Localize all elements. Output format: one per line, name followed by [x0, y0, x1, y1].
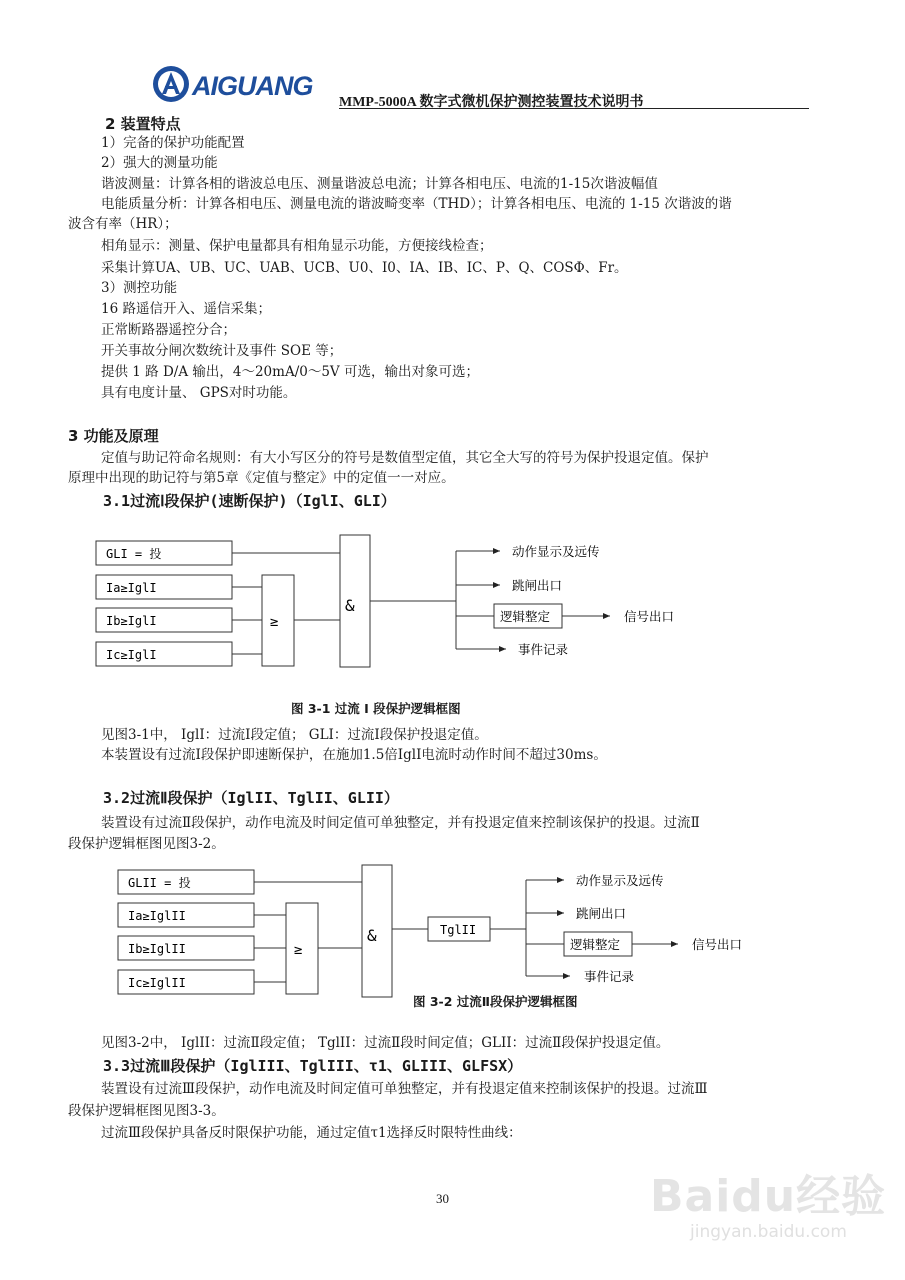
- logic-diagram-3-2: [110, 862, 770, 1002]
- section-3-title: 3 功能及原理: [68, 427, 159, 445]
- logic-setting-label: 逻辑整定: [500, 609, 551, 624]
- output-signal: 信号出口: [624, 609, 675, 624]
- logic-setting-ii-label: 逻辑整定: [570, 937, 621, 952]
- company-logo: [150, 62, 335, 106]
- sec2-line-2: 2）强大的测量功能: [101, 155, 218, 171]
- sec3-intro-1: 定值与助记符命名规则：有大小写区分的符号是数值型定值，其它全大写的符号为保护投退定值。保护: [101, 450, 709, 466]
- sec2-line-8: 3）测控功能: [101, 280, 178, 296]
- sec2-line-5: 波含有率（HR）；: [68, 216, 178, 232]
- s33-para-3: 过流Ⅲ段保护具备反时限保护功能，通过定值τ1选择反时限特性曲线：: [101, 1125, 522, 1141]
- output-trip-ii: 跳闸出口: [576, 906, 627, 921]
- output-action-display: 动作显示及远传: [512, 544, 600, 559]
- sec3-intro-2: 原理中出现的助记符与第5章《定值与整定》中的定值一一对应。: [68, 470, 455, 486]
- figure-3-1-caption: 图 3-1 过流 I 段保护逻辑框图: [291, 701, 461, 716]
- section-2-title: 2 装置特点: [105, 115, 181, 133]
- output-action-display-ii: 动作显示及远传: [576, 873, 664, 888]
- output-event-record: 事件记录: [518, 642, 569, 657]
- watermark-brand: Baidu经验: [650, 1171, 887, 1222]
- input-text-glii: GLII = 投: [128, 876, 191, 890]
- s32-para-1: 装置设有过流Ⅱ段保护，动作电流及时间定值可单独整定，并有投退定值来控制该保护的投退。过流Ⅱ: [101, 815, 700, 831]
- sec2-line-10: 正常断路器遥控分合；: [101, 322, 236, 338]
- section-3-2-title: 3.2过流Ⅱ段保护（IglII、TglII、GLII）: [103, 789, 399, 807]
- sec2-line-12: 提供 1 路 D/A 输出，4～20mA/0～5V 可选，输出对象可选；: [101, 364, 479, 380]
- input-text-ib-ii: Ib≥IglII: [128, 942, 186, 956]
- sec2-line-1: 1）完备的保护功能配置: [101, 135, 245, 151]
- input-text-ia: Ia≥IglI: [106, 581, 157, 595]
- output-trip: 跳闸出口: [512, 578, 563, 593]
- or-gate-ii-label: ≥: [294, 942, 303, 958]
- section-3-1-title: 3.1过流Ⅰ段保护(速断保护)（IglI、GLI）: [103, 492, 396, 510]
- figure-3-2-caption: 图 3-2 过流Ⅱ段保护逻辑框图: [413, 994, 578, 1009]
- s33-para-1: 装置设有过流Ⅲ段保护，动作电流及时间定值可单独整定，并有投退定值来控制该保护的投退。过流Ⅲ: [101, 1081, 708, 1097]
- s32-para-3: 见图3-2中， IglII：过流Ⅱ段定值； TglII：过流Ⅱ段时间定值；GLII：过流Ⅱ段保护投退定值。: [101, 1035, 670, 1051]
- input-text-gli: GLI = 投: [106, 547, 162, 561]
- input-text-ic: Ic≥IglI: [106, 648, 157, 662]
- sec2-line-11: 开关事故分闸次数统计及事件 SOE 等；: [101, 343, 343, 359]
- document-title: MMP-5000A 数字式微机保护测控装置技术说明书: [339, 95, 644, 110]
- and-gate-ii-label: &: [367, 926, 377, 945]
- input-text-ib: Ib≥IglI: [106, 614, 157, 628]
- s31-para-1: 见图3-1中， IglI：过流Ⅰ段定值； GLI：过流Ⅰ段保护投退定值。: [101, 727, 488, 743]
- and-gate-label: &: [345, 596, 355, 615]
- input-text-ia-ii: Ia≥IglII: [128, 909, 186, 923]
- sec2-line-7: 采集计算UA、UB、UC、UAB、UCB、U0、I0、IA、IB、IC、P、Q、COSΦ、Fr。: [101, 260, 628, 276]
- timer-label: TglII: [440, 923, 477, 937]
- s31-para-2: 本装置设有过流Ⅰ段保护即速断保护，在施加1.5倍IglⅠ电流时动作时间不超过30ms。: [101, 747, 607, 763]
- sec2-line-9: 16 路遥信开入、遥信采集；: [101, 301, 271, 317]
- section-3-3-title: 3.3过流Ⅲ段保护（IglIII、TglIII、τ1、GLIII、GLFSX）: [103, 1057, 523, 1075]
- watermark-url: jingyan.baidu.com: [690, 1222, 847, 1242]
- output-event-record-ii: 事件记录: [584, 969, 635, 984]
- page-number: 30: [436, 1191, 449, 1206]
- svg-text:AIGUANG: AIGUANG: [192, 71, 313, 101]
- sec2-line-6: 相角显示：测量、保护电量都具有相角显示功能，方便接线检查；: [101, 238, 493, 254]
- logic-diagram-3-1: [90, 528, 730, 668]
- or-gate-label: ≥: [270, 614, 279, 630]
- input-text-ic-ii: Ic≥IglII: [128, 976, 186, 990]
- header-rule: [339, 108, 809, 109]
- s33-para-2: 段保护逻辑框图见图3-3。: [68, 1103, 225, 1119]
- sec2-line-13: 具有电度计量、 GPS对时功能。: [101, 385, 297, 401]
- output-signal-ii: 信号出口: [692, 937, 743, 952]
- sec2-line-4: 电能质量分析：计算各相电压、测量电流的谐波畸变率（THD）；计算各相电压、电流的 1-15 次谐波的谐: [101, 196, 732, 212]
- sec2-line-3: 谐波测量：计算各相的谐波总电压、测量谐波总电流；计算各相电压、电流的1-15次谐波幅值: [101, 176, 658, 192]
- s32-para-2: 段保护逻辑框图见图3-2。: [68, 836, 225, 852]
